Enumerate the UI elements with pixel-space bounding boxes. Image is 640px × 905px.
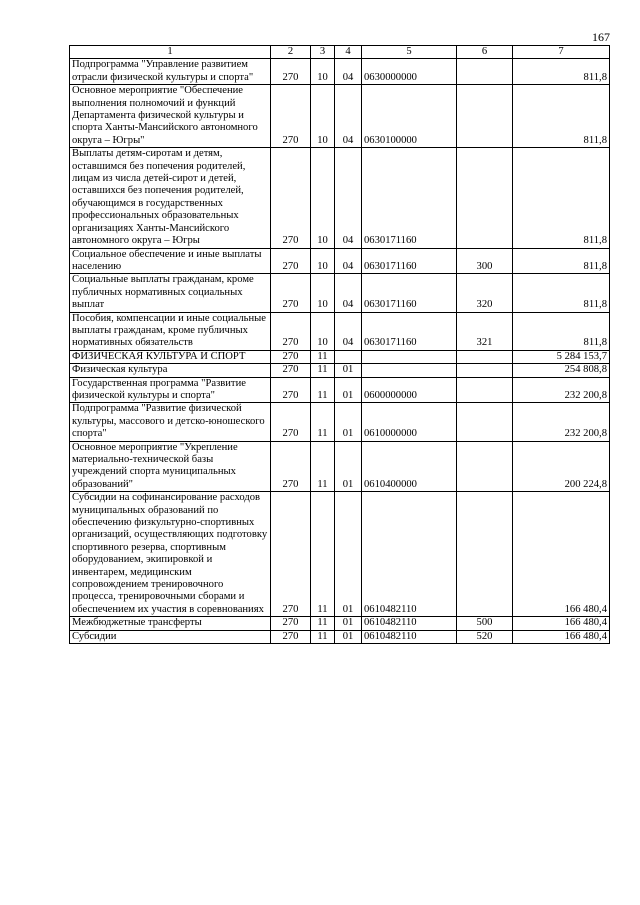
- row-target-article: 0630100000: [362, 85, 457, 148]
- row-ved-code: 270: [271, 59, 311, 85]
- row-ved-code: 270: [271, 617, 311, 630]
- row-subsection-code: 01: [335, 617, 362, 630]
- row-subsection-code: 01: [335, 630, 362, 643]
- header-col-2: 2: [271, 46, 311, 59]
- row-name: Основное мероприятие "Укрепление материально-технической базы учреждений спорта муниципальных образований": [70, 441, 271, 492]
- table-row: [70, 148, 610, 248]
- row-expense-type: 300: [457, 248, 513, 274]
- row-section-code: 10: [311, 312, 335, 350]
- row-expense-type: [457, 403, 513, 441]
- row-target-article: [362, 350, 457, 363]
- row-name: Межбюджетные трансферты: [70, 617, 271, 630]
- header-col-7: 7: [513, 46, 610, 59]
- header-col-6: 6: [457, 46, 513, 59]
- header-col-1: 1: [70, 46, 271, 59]
- row-subsection-code: [335, 350, 362, 363]
- row-amount: 254 808,8: [513, 364, 610, 377]
- row-ved-code: 270: [271, 248, 311, 274]
- row-name: Субсидии: [70, 630, 271, 643]
- row-ved-code: 270: [271, 492, 311, 617]
- row-subsection-code: 01: [335, 403, 362, 441]
- table-row: [70, 364, 610, 377]
- row-section-code: 11: [311, 630, 335, 643]
- row-expense-type: [457, 364, 513, 377]
- row-section-code: 10: [311, 59, 335, 85]
- table-row: [70, 617, 610, 630]
- table-row: [70, 350, 610, 363]
- row-amount: 232 200,8: [513, 403, 610, 441]
- row-target-article: 0610482110: [362, 630, 457, 643]
- row-amount: 166 480,4: [513, 617, 610, 630]
- row-expense-type: 321: [457, 312, 513, 350]
- row-name: Физическая культура: [70, 364, 271, 377]
- table-row: [70, 492, 610, 617]
- table-row: [70, 312, 610, 350]
- row-name: Пособия, компенсации и иные социальные выплаты гражданам, кроме публичных нормативных обязательств: [70, 312, 271, 350]
- row-ved-code: 270: [271, 630, 311, 643]
- row-expense-type: 500: [457, 617, 513, 630]
- row-amount: 200 224,8: [513, 441, 610, 492]
- row-name: Основное мероприятие "Обеспечение выполнения полномочий и функций Департамента физической культуры и спорта Ханты-Мансийского автономного округа – Югры": [70, 85, 271, 148]
- row-target-article: 0630000000: [362, 59, 457, 85]
- row-section-code: 10: [311, 274, 335, 312]
- row-expense-type: [457, 350, 513, 363]
- row-subsection-code: 04: [335, 59, 362, 85]
- row-section-code: 11: [311, 492, 335, 617]
- row-expense-type: [457, 492, 513, 617]
- row-section-code: 11: [311, 441, 335, 492]
- table-row: [70, 403, 610, 441]
- budget-table: [69, 45, 610, 644]
- row-section-code: 10: [311, 248, 335, 274]
- row-name: Социальное обеспечение и иные выплаты населению: [70, 248, 271, 274]
- row-ved-code: 270: [271, 377, 311, 403]
- table-row: [70, 441, 610, 492]
- row-subsection-code: 01: [335, 377, 362, 403]
- row-target-article: 0610482110: [362, 617, 457, 630]
- row-amount: 166 480,4: [513, 630, 610, 643]
- row-subsection-code: 01: [335, 364, 362, 377]
- row-amount: 811,8: [513, 59, 610, 85]
- header-row: [70, 46, 610, 59]
- row-expense-type: 520: [457, 630, 513, 643]
- row-target-article: 0610000000: [362, 403, 457, 441]
- row-subsection-code: 04: [335, 148, 362, 248]
- row-amount: 811,8: [513, 148, 610, 248]
- row-name: Подпрограмма "Развитие физической культуры, массового и детско-юношеского спорта": [70, 403, 271, 441]
- table-row: [70, 59, 610, 85]
- row-subsection-code: 04: [335, 85, 362, 148]
- table-row: [70, 377, 610, 403]
- row-expense-type: [457, 148, 513, 248]
- row-name: Выплаты детям-сиротам и детям, оставшимся без попечения родителей, лицам из числа детей-сирот и детей, оставшихся без попечения родителей, обучающимся в государственных профессиональных образовательных организациях Ханты-Мансийского автономного округа – Югры: [70, 148, 271, 248]
- row-amount: 166 480,4: [513, 492, 610, 617]
- row-expense-type: [457, 59, 513, 85]
- row-ved-code: 270: [271, 274, 311, 312]
- row-amount: 811,8: [513, 312, 610, 350]
- row-expense-type: [457, 441, 513, 492]
- table-row: [70, 85, 610, 148]
- row-section-code: 11: [311, 377, 335, 403]
- row-amount: 811,8: [513, 85, 610, 148]
- header-col-4: 4: [335, 46, 362, 59]
- header-col-3: 3: [311, 46, 335, 59]
- row-name: Субсидии на софинансирование расходов муниципальных образований по обеспечению физкультурно-спортивных организаций, осуществляющих подготовку спортивного резерва, спортивным оборудованием, экипировкой и инвентарем, медицинским сопровождением тренировочного процесса, тренировочными сборами и обеспечением их участия в соревнованиях: [70, 492, 271, 617]
- row-name: Подпрограмма "Управление развитием отрасли физической культуры и спорта": [70, 59, 271, 85]
- row-target-article: 0610400000: [362, 441, 457, 492]
- row-subsection-code: 04: [335, 312, 362, 350]
- row-amount: 232 200,8: [513, 377, 610, 403]
- row-name: Социальные выплаты гражданам, кроме публичных нормативных социальных выплат: [70, 274, 271, 312]
- row-ved-code: 270: [271, 441, 311, 492]
- row-ved-code: 270: [271, 312, 311, 350]
- row-section-code: 10: [311, 148, 335, 248]
- row-target-article: 0630171160: [362, 312, 457, 350]
- row-ved-code: 270: [271, 85, 311, 148]
- row-name: Государственная программа "Развитие физической культуры и спорта": [70, 377, 271, 403]
- row-amount: 811,8: [513, 248, 610, 274]
- row-ved-code: 270: [271, 364, 311, 377]
- row-expense-type: 320: [457, 274, 513, 312]
- row-name: ФИЗИЧЕСКАЯ КУЛЬТУРА И СПОРТ: [70, 350, 271, 363]
- table-row: [70, 248, 610, 274]
- row-target-article: 0610482110: [362, 492, 457, 617]
- page-number: 167: [592, 30, 610, 44]
- row-section-code: 11: [311, 350, 335, 363]
- row-subsection-code: 04: [335, 274, 362, 312]
- row-subsection-code: 04: [335, 248, 362, 274]
- header-col-5: 5: [362, 46, 457, 59]
- row-target-article: 0630171160: [362, 274, 457, 312]
- row-target-article: 0630171160: [362, 148, 457, 248]
- table-row: [70, 274, 610, 312]
- row-ved-code: 270: [271, 350, 311, 363]
- row-target-article: 0630171160: [362, 248, 457, 274]
- row-subsection-code: 01: [335, 492, 362, 617]
- row-expense-type: [457, 85, 513, 148]
- row-amount: 811,8: [513, 274, 610, 312]
- row-amount: 5 284 153,7: [513, 350, 610, 363]
- row-ved-code: 270: [271, 403, 311, 441]
- row-target-article: [362, 364, 457, 377]
- row-expense-type: [457, 377, 513, 403]
- row-section-code: 11: [311, 617, 335, 630]
- table-row: [70, 630, 610, 643]
- row-section-code: 11: [311, 403, 335, 441]
- row-subsection-code: 01: [335, 441, 362, 492]
- row-ved-code: 270: [271, 148, 311, 248]
- row-section-code: 10: [311, 85, 335, 148]
- row-section-code: 11: [311, 364, 335, 377]
- row-target-article: 0600000000: [362, 377, 457, 403]
